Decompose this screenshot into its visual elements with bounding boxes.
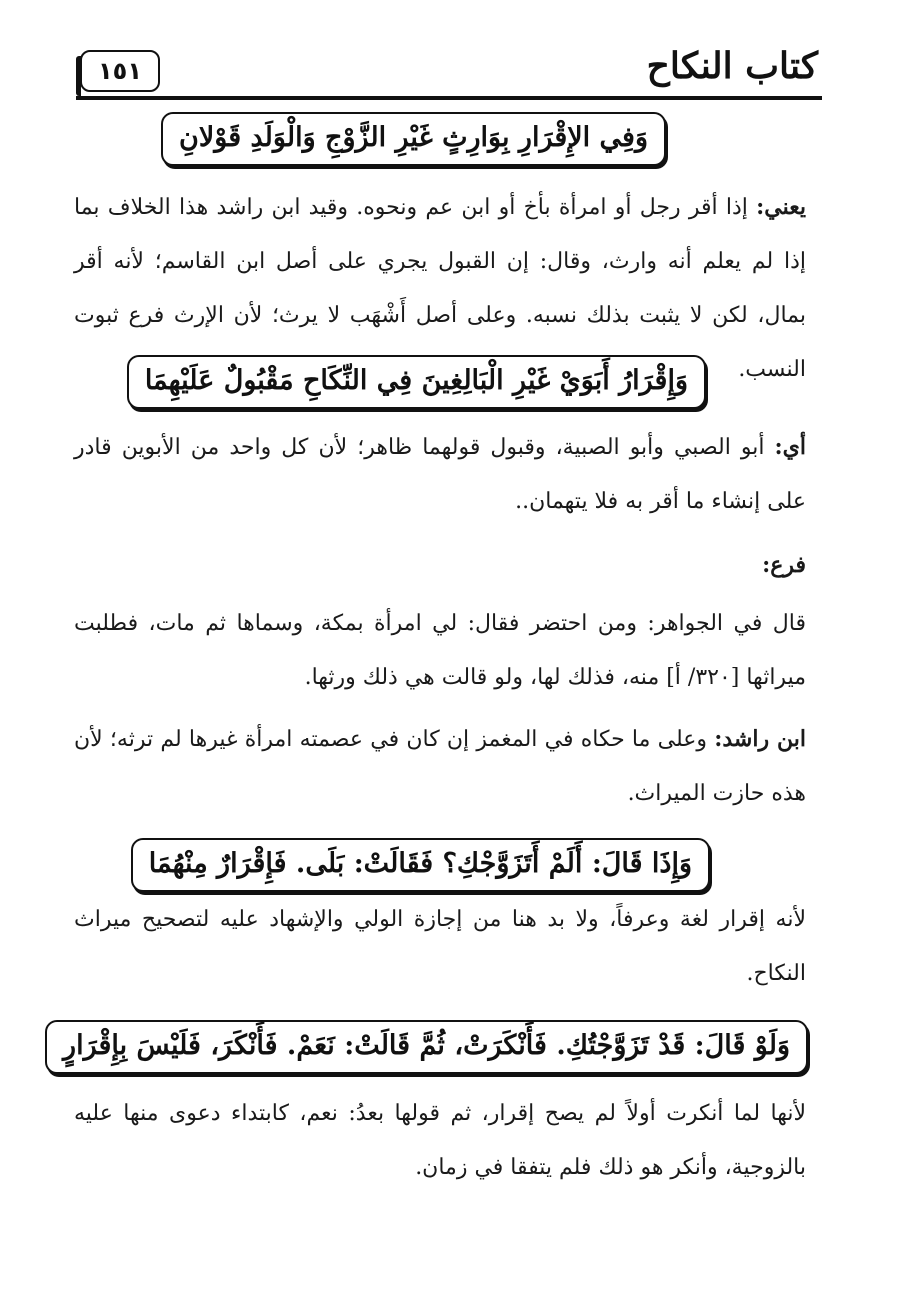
paragraph-1-text: إذا أقر رجل أو امرأة بأخ أو ابن عم ونحوه. وقيد ابن راشد هذا الخلاف بما إذا لم يعلم أنه وارث، وقال: إن القبول يجري على أصل ابن القاسم؛ لأنه أقر بمال، لكن لا يثبت بذلك نسبه. وعلى أصل أَشْهَب لا يرث؛ لأن الإرث فرع ثبوت النسب. [74, 195, 806, 382]
book-title: كتاب النكاح [646, 45, 818, 87]
header-rule [76, 96, 822, 100]
paragraph-2-lead: أي: [774, 434, 806, 460]
matn-heading-3: وَإِذَا قَالَ: أَلَمْ أَتَزَوَّجْكِ؟ فَقَالَتْ: بَلَى. فَإِقْرَارٌ مِنْهُمَا [131, 838, 710, 892]
paragraph-4-text: وعلى ما حكاه في المغمز إن كان في عصمته امرأة غيرها لم ترثه؛ لأن هذه حازت الميراث. [74, 727, 806, 806]
paragraph-5-text: لأنه إقرار لغة وعرفاً، ولا بد هنا من إجازة الولي والإشهاد عليه لتصحيح ميراث النكاح. [74, 907, 806, 986]
paragraph-2-text: أبو الصبي وأبو الصبية، وقبول قولهما ظاهر؛ لأن كل واحد من الأبوين قادر على إنشاء ما أقر به فلا يتهمان.. [74, 435, 806, 514]
paragraph-6-text: لأنها لما أنكرت أولاً لم يصح إقرار، ثم قولها بعدُ: نعم، كابتداء دعوى منها عليه بالزوجية، وأنكر هو ذلك فلم يتفقا في زمان. [74, 1101, 806, 1180]
matn-heading-2: وَإِقْرَارُ أَبَوَيْ غَيْرِ الْبَالِغِينَ فِي النِّكَاحِ مَقْبُولٌ عَلَيْهِمَا [127, 355, 706, 409]
matn-heading-4: وَلَوْ قَالَ: قَدْ تَزَوَّجْتُكِ. فَأَنْكَرَتْ، ثُمَّ قَالَتْ: نَعَمْ. فَأَنْكَرَ، فَلَيْسَ بِإِقْرَارٍ [45, 1020, 808, 1074]
paragraph-3-text: قال في الجواهر: ومن احتضر فقال: لي امرأة بمكة، وسماها ثم مات، فطلبت ميراثها [٣٢٠/ أ] منه، فذلك لها، ولو قالت هي ذلك ورثها. [74, 611, 806, 690]
paragraph-6 [74, 1087, 806, 1195]
paragraph-4-lead: ابن راشد: [714, 726, 806, 752]
paragraph-5 [74, 893, 806, 1001]
paragraph-4 [74, 712, 806, 821]
matn-heading-1: وَفِي الإِقْرَارِ بِوَارِثٍ غَيْرِ الزَّوْجِ وَالْوَلَدِ قَوْلانِ [161, 112, 666, 166]
page-header [76, 40, 822, 98]
paragraph-2 [74, 420, 806, 529]
paragraph-3 [74, 597, 806, 705]
paragraph-1-lead: يعني: [756, 194, 806, 220]
far-label: فرع: [762, 552, 806, 578]
page-number: ١٥١ [80, 50, 160, 92]
